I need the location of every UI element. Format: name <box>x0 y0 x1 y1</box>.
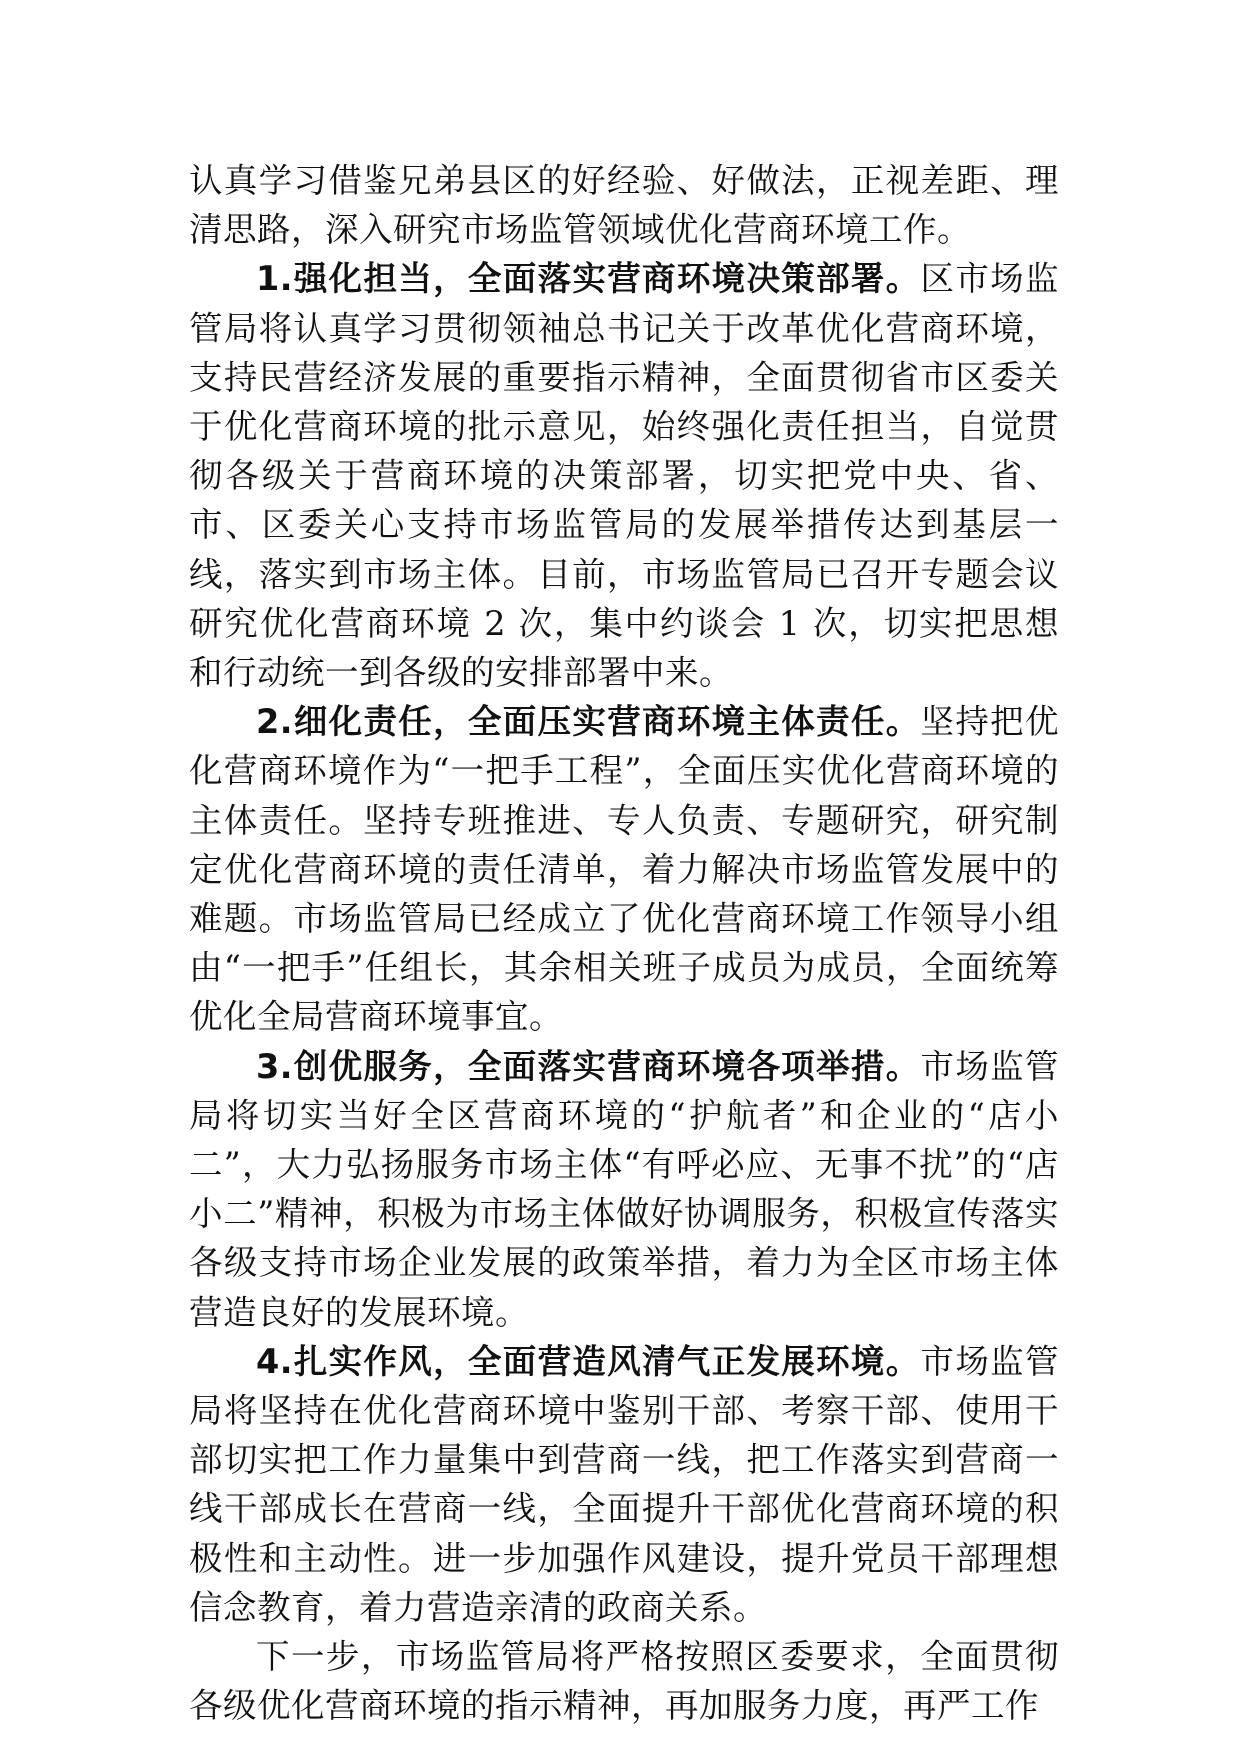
paragraph-heading: 2.细化责任，全面压实营商环境主体责任。 <box>256 702 921 742</box>
paragraph-heading: 1.强化担当，全面落实营商环境决策部署。 <box>256 259 921 299</box>
paragraph-section-4 <box>189 1337 1059 1632</box>
paragraph-text: 下一步，市场监管局将严格按照区委要求，全面贯彻各级优化营商环境的指示精神，再加服务力度，再严工作 <box>189 1637 1059 1726</box>
paragraph-heading: 3.创优服务，全面落实营商环境各项举措。 <box>256 1046 921 1086</box>
document-page <box>189 156 1059 1731</box>
paragraph-text: 区市场监管局将认真学习贯彻领袖总书记关于改革优化营商环境，支持民营经济发展的重要指示精神，全面贯彻省市区委关于优化营商环境的批示意见，始终强化责任担当，自觉贯彻各级关于营商环境的决策部署，切实把党中央、省、市、区委关心支持市场监管局的发展举措传达到基层一线，落实到市场主体。目前，市场监管局已召开专题会议研究优化营商环境 2 次，集中约谈会 1 次，切实把思想和行动统一到各级的安排部署中来。 <box>189 259 1059 693</box>
paragraph-text: 市场监管局将坚持在优化营商环境中鉴别干部、考察干部、使用干部切实把工作力量集中到营商一线，把工作落实到营商一线干部成长在营商一线，全面提升干部优化营商环境的积极性和主动性。进一步加强作风建设，提升党员干部理想信念教育，着力营造亲清的政商关系。 <box>189 1341 1059 1627</box>
paragraph-section-3 <box>189 1042 1059 1337</box>
paragraph-continuation <box>189 156 1059 254</box>
paragraph-text: 认真学习借鉴兄弟县区的好经验、好做法，正视差距、理清思路，深入研究市场监管领域优化营商环境工作。 <box>189 161 1059 250</box>
paragraph-section-1 <box>189 254 1059 697</box>
paragraph-text: 坚持把优化营商环境作为“一把手工程”，全面压实优化营商环境的主体责任。坚持专班推进、专人负责、专题研究，研究制定优化营商环境的责任清单，着力解决市场监管发展中的难题。市场监管局已经成立了优化营商环境工作领导小组由“一把手”任组长，其余相关班子成员为成员，全面统筹优化全局营商环境事宜。 <box>189 702 1059 1037</box>
paragraph-text: 市场监管局将切实当好全区营商环境的“护航者”和企业的“店小二”，大力弘扬服务市场主体“有呼必应、无事不扰”的“店小二”精神，积极为市场主体做好协调服务，积极宣传落实各级支持市场企业发展的政策举措，着力为全区市场主体营造良好的发展环境。 <box>189 1046 1059 1332</box>
paragraph-section-2 <box>189 697 1059 1041</box>
paragraph-heading: 4.扎实作风，全面营造风清气正发展环境。 <box>256 1341 921 1381</box>
paragraph-next-steps <box>189 1632 1059 1730</box>
